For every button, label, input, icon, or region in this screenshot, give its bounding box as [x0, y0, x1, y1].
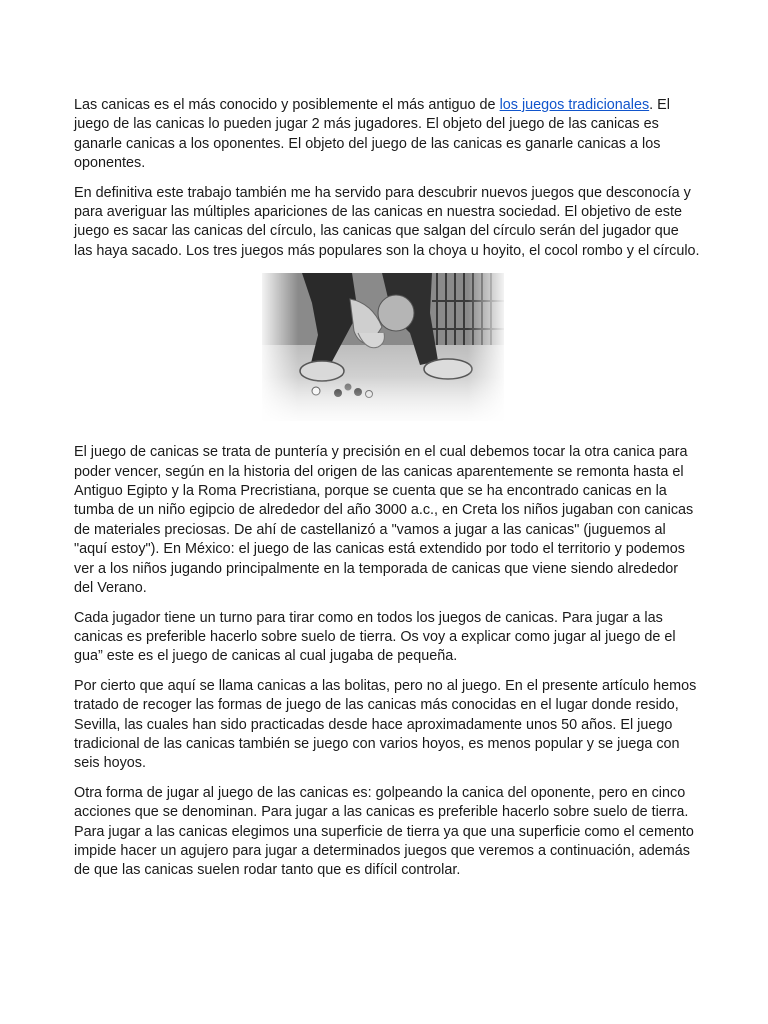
traditional-games-link[interactable]: los juegos tradicionales	[499, 97, 650, 113]
paragraph-5: Por cierto que aquí se llama canicas a las bolitas, pero no al juego. En el presente artículo hemos tratado de recoger las formas de juego de las canicas más conocidas en el lugar donde resido, Sevilla, las cuales han sido practicadas desde hace aproximadamente unos 50 años. El juego tradicional de las canicas también se juego con varios hoyos, es menos popular y se juega con seis hoyos.	[74, 677, 697, 772]
paragraph-4: Cada jugador tiene un turno para tirar como en todos los juegos de canicas. Para jugar a las canicas es preferible hacerlo sobre suelo de tierra. Os voy a explicar como jugar al juego de el gua” este es el juego de canicas al cual jugaba de pequeña.	[74, 609, 676, 665]
marbles-photo	[262, 273, 504, 421]
paragraph-2: En definitiva este trabajo también me ha servido para descubrir nuevos juegos que desconocía y para averiguar las múltiples apariciones de las canicas en nuestra sociedad. El objetivo de este juego es sacar las canicas del círculo, las canicas que salgan del círculo serán del jugador que las haya sacado. Los tres juegos más populares son la choya u hoyito, el cocol rombo y el círculo.	[74, 184, 700, 259]
marbles-photo-illustration	[262, 273, 504, 421]
document-page	[74, 96, 700, 891]
paragraph-6: Otra forma de jugar al juego de las canicas es: golpeando la canica del oponente, pero en cinco acciones que se denominan. Para jugar a las canicas es preferible hacerlo sobre suelo de tierra. Para jugar a las canicas elegimos una superficie de tierra ya que una superficie como el cemento impide hacer un agujero para jugar a determinados juegos que veremos a continuación, además de que las canicas suelen rodar tanto que es difícil controlar.	[74, 784, 694, 879]
paragraph-1-text-after-link: . El juego de las canicas lo pueden jugar 2 más jugadores. El objeto del juego de las canicas es ganarle canicas a los oponentes. El objeto del juego de las canicas es ganarle canicas a los oponentes.	[74, 97, 670, 172]
paragraph-1-text-before-link: Las canicas es el más conocido y posiblemente el más antiguo de	[74, 97, 500, 113]
paragraph-3: El juego de canicas se trata de puntería y precisión en el cual debemos tocar la otra canica para poder vencer, según en la historia del origen de las canicas aparentemente se remonta hasta el Antiguo Egipto y la Roma Precristiana, porque se cuenta que se ha encontrado canicas en la tumba de un niño egipcio de alrededor del año 3000 a.c., en Creta los niños jugaban con canicas de materiales preciosas. De ahí de castellanizó a "vamos a jugar a las canicas" (juguemos al "aquí estoy"). En México: el juego de las canicas está extendido por todo el territorio y podemos ver a los niños jugando principalmente en la temporada de canicas que viene siendo alrededor del Verano.	[74, 444, 694, 597]
paragraph-1	[74, 96, 700, 174]
